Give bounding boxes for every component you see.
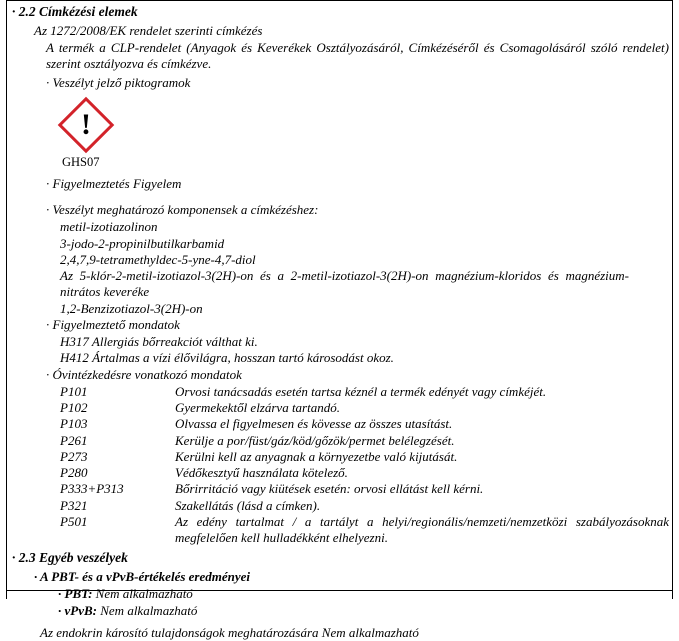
labelling-regulation-subheading: Az 1272/2008/EK rendelet szerinti címkézés <box>34 23 263 38</box>
ghs-exclamation-glyph: ! <box>81 107 91 141</box>
p-statement-text: Védőkesztyű használata kötelező. <box>175 465 348 481</box>
p-statements-label: · Óvintézkedésre vonatkozó mondatok <box>46 366 242 382</box>
p-statements-table <box>10 384 669 547</box>
component-item: 3-jodo-2-propinilbutilkarbamid <box>60 235 225 251</box>
p-statement-code: P261 <box>60 432 88 448</box>
pictogram-block <box>10 97 669 170</box>
p-statement-row <box>60 400 669 416</box>
p-statement-row <box>60 433 669 449</box>
document-content <box>10 2 669 641</box>
p-statement-row <box>60 416 669 432</box>
h-statement-item: H317 Allergiás bőrreakciót válthat ki. <box>60 334 258 350</box>
p-statement-code: P333+P313 <box>60 481 124 497</box>
pbt-label: · PBT: <box>58 586 93 602</box>
vpvb-row <box>10 603 669 619</box>
component-item: 1,2-Benzizotiazol-3(2H)-on <box>60 300 203 316</box>
page-border-top <box>6 0 673 1</box>
p-statement-code: P273 <box>60 448 88 464</box>
p-statement-code: P103 <box>60 416 88 432</box>
section-2-2-heading: · 2.2 Címkézési elemek <box>12 4 138 19</box>
p-statement-text: Az edény tartalmat / a tartályt a helyi/regionális/nemzeti/nemzetközi szabályozásoknak megfelelően kell hulladékként elhelyezni. <box>175 513 669 546</box>
component-item: Az 5-klór-2-metil-izotiazol-3(2H)-on és a 2-metil-izotiazol-3(2H)-on magnézium-kloridos és magnézium-nitrátos keveréke <box>60 268 629 300</box>
vpvb-value: Nem alkalmazható <box>100 603 198 619</box>
component-item: metil-izotiazolinon <box>60 219 158 235</box>
p-statement-code: P321 <box>60 497 88 513</box>
hazard-components-label: · Veszélyt meghatározó komponensek a címkézéshez: <box>46 202 319 218</box>
p-statement-row <box>60 384 669 400</box>
p-statement-code: P501 <box>60 513 88 529</box>
p-statement-text: Orvosi tanácsadás esetén tartsa kéznél a termék edényét vagy címkéjét. <box>175 383 547 399</box>
p-statement-text: Gyermekektől elzárva tartandó. <box>175 400 340 416</box>
p-statement-code: P101 <box>60 383 88 399</box>
p-statement-row <box>60 465 669 481</box>
pictogram-section-label: · Veszélyt jelző piktogramok <box>46 74 191 90</box>
page-border-right <box>672 0 673 599</box>
component-item: 2,4,7,9-tetramethyldec-5-yne-4,7-diol <box>60 251 256 267</box>
p-statement-code: P102 <box>60 400 88 416</box>
pictogram-code: GHS07 <box>62 154 100 169</box>
signal-word-line: · Figyelmeztetés Figyelem <box>46 175 182 191</box>
p-statement-text: Olvassa el figyelmesen és kövesse az összes utasítást. <box>175 416 453 432</box>
h-statement-item: H412 Ártalmas a vízi élővilágra, hosszan tartó károsodást okoz. <box>60 350 394 366</box>
p-statement-text: Kerülni kell az anyagnak a környezetbe való kijutását. <box>175 448 458 464</box>
p-statement-row <box>60 498 669 514</box>
p-statement-text: Bőrirritáció vagy kiütések esetén: orvosi ellátást kell kérni. <box>175 481 484 497</box>
ghs-exclamation-mark-icon <box>58 97 114 153</box>
p-statement-row <box>60 449 669 465</box>
vpvb-label: · vPvB: <box>58 603 97 619</box>
p-statement-text: Szakellátás (lásd a címken). <box>175 497 321 513</box>
endocrine-properties-text: Az endokrin károsító tulajdonságok meghatározására Nem alkalmazható <box>40 625 419 641</box>
clp-intro-paragraph: A termék a CLP-rendelet (Anyagok és Keverékek Osztályozásáról, Címkézéséről és Csomagolásáról szóló rendelet) szerint osztályozva és címkézve. <box>46 40 669 71</box>
h-statements-label: · Figyelmeztető mondatok <box>46 316 180 332</box>
p-statement-code: P280 <box>60 465 88 481</box>
page-border-left <box>6 0 7 599</box>
pbt-vpvb-heading: · A PBT- és a vPvB-értékelés eredményei <box>34 569 251 585</box>
pbt-row <box>10 586 669 602</box>
section-2-3-heading: · 2.3 Egyéb veszélyek <box>12 550 128 566</box>
p-statement-row <box>60 481 669 497</box>
p-statement-text: Kerülje a por/füst/gáz/köd/gőzök/permet belélegzését. <box>175 432 455 448</box>
pbt-value: Nem alkalmazható <box>95 586 193 602</box>
p-statement-row <box>60 514 669 547</box>
